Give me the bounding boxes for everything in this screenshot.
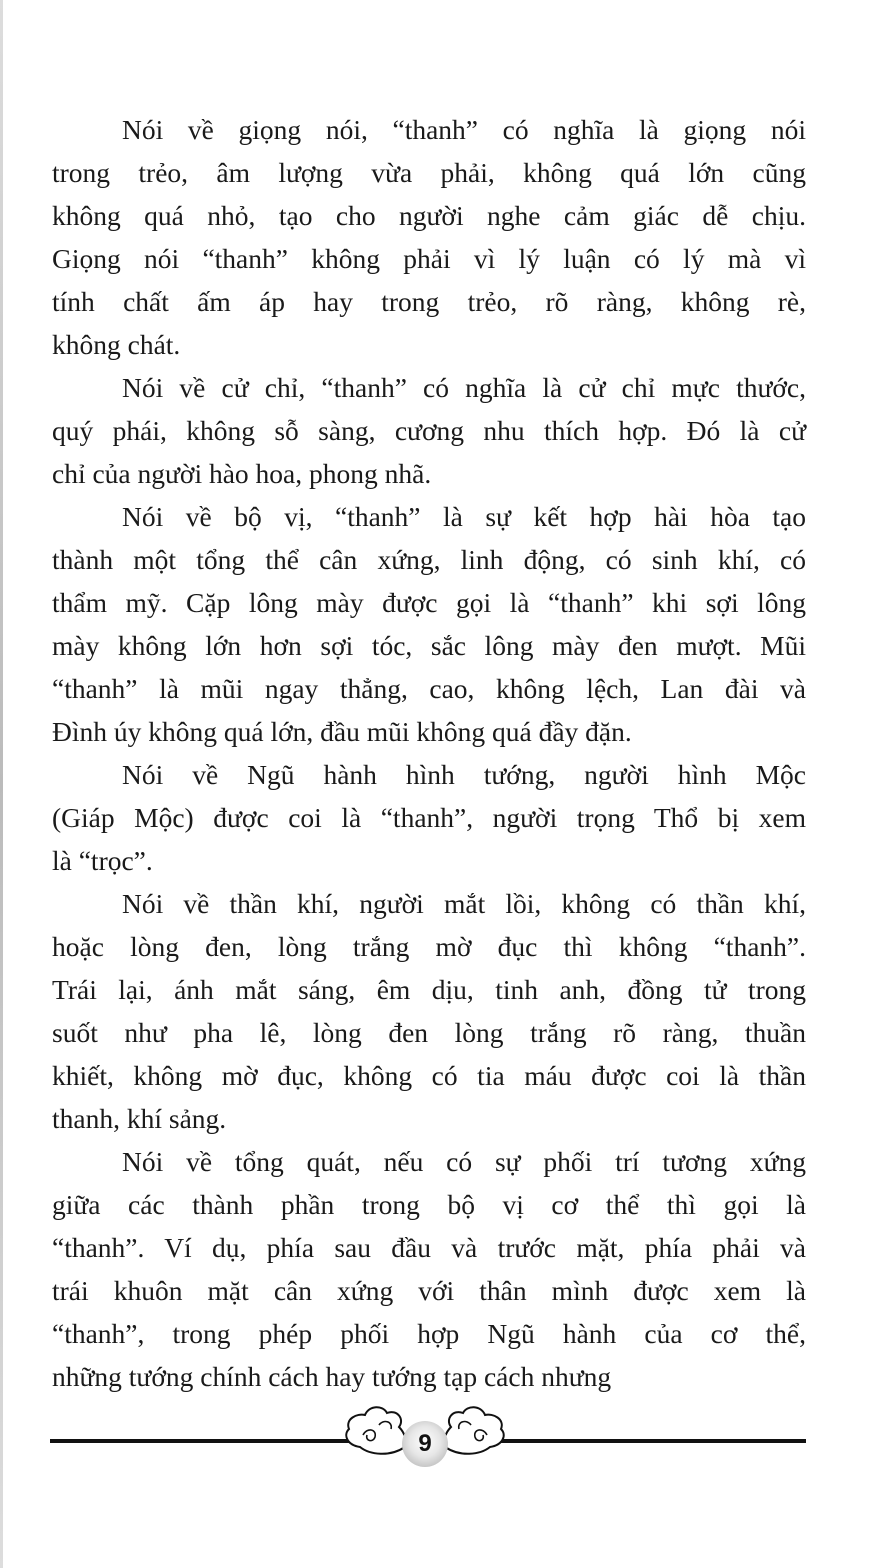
text-line: chỉ của người hào hoa, phong nhã. [52, 458, 432, 489]
text-line: trong trẻo, âm lượng vừa phải, không quá lớn cũng [52, 157, 806, 188]
page-number: 9 [402, 1421, 448, 1467]
text-line: thẩm mỹ. Cặp lông mày được gọi là “thanh” khi sợi lông [52, 587, 806, 618]
text-line: khiết, không mờ đục, không có tia máu được coi là thần [52, 1060, 806, 1091]
text-line: Nói về thần khí, người mắt lồi, không có thần khí, [122, 888, 806, 919]
text-line: Nói về bộ vị, “thanh” là sự kết hợp hài hòa tạo [122, 501, 806, 532]
page-footer [0, 1395, 896, 1495]
text-line: thanh, khí sảng. [52, 1103, 227, 1134]
text-line: giữa các thành phần trong bộ vị cơ thể thì gọi là [52, 1189, 806, 1220]
text-line: không chát. [52, 329, 181, 360]
scan-edge [0, 0, 3, 1568]
text-line: (Giáp Mộc) được coi là “thanh”, người trọng Thổ bị xem [52, 802, 806, 833]
text-line: hoặc lòng đen, lòng trắng mờ đục thì không “thanh”. [52, 931, 806, 962]
text-line: không quá nhỏ, tạo cho người nghe cảm giác dễ chịu. [52, 200, 806, 231]
text-line: quý phái, không sỗ sàng, cương nhu thích hợp. Đó là cử [52, 415, 806, 446]
text-line: Đình úy không quá lớn, đầu mũi không quá đầy đặn. [52, 716, 632, 747]
text-line: “thanh”. Ví dụ, phía sau đầu và trước mặt, phía phải và [52, 1232, 806, 1263]
text-line: suốt như pha lê, lòng đen lòng trắng rõ ràng, thuần [52, 1017, 806, 1048]
text-line: trái khuôn mặt cân xứng với thân mình được xem là [52, 1275, 806, 1306]
text-line: Nói về tổng quát, nếu có sự phối trí tương xứng [122, 1146, 806, 1177]
text-line: Trái lại, ánh mắt sáng, êm dịu, tinh anh, đồng tử trong [52, 974, 806, 1005]
text-line: mày không lớn hơn sợi tóc, sắc lông mày đen mượt. Mũi [52, 630, 806, 661]
text-line: tính chất ấm áp hay trong trẻo, rõ ràng, không rè, [52, 286, 806, 317]
text-line: “thanh”, trong phép phối hợp Ngũ hành của cơ thể, [52, 1318, 806, 1349]
text-line: thành một tổng thể cân xứng, linh động, có sinh khí, có [52, 544, 806, 575]
text-line: Giọng nói “thanh” không phải vì lý luận có lý mà vì [52, 243, 806, 274]
text-line: Nói về Ngũ hành hình tướng, người hình Mộc [122, 759, 806, 790]
body-text [52, 108, 806, 1398]
text-line: những tướng chính cách hay tướng tạp cách nhưng [52, 1361, 612, 1392]
text-line: “thanh” là mũi ngay thẳng, cao, không lệch, Lan đài và [52, 673, 806, 704]
text-line: là “trọc”. [52, 845, 153, 876]
text-line: Nói về cử chỉ, “thanh” có nghĩa là cử chỉ mực thước, [122, 372, 806, 403]
text-line: Nói về giọng nói, “thanh” có nghĩa là giọng nói [122, 114, 806, 145]
